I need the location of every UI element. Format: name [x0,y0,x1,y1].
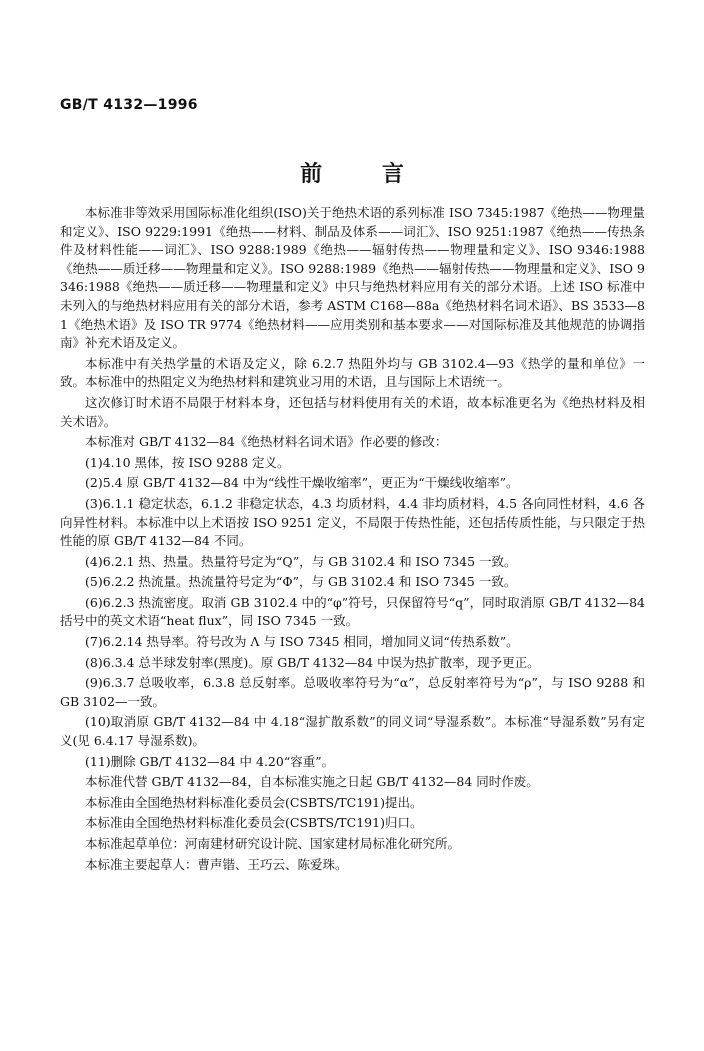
paragraph-modifications-lead: 本标准对 GB/T 4132—84《绝热材料名词术语》作必要的修改： [85,434,448,450]
list-item: (2)5.4 原 GB/T 4132—84 中为“线性干燥收缩率”，更正为“干燥线收缩率”。 [85,475,519,491]
list-item: (3)6.1.1 稳定状态，6.1.2 非稳定状态，4.3 均质材料，4.4 非均质材料，4.5 各向同性材料，4.6 各向异性材料。本标准中以上术语按 ISO 9251 定义，不局限于传热性能，还包括传质性能，与只限定于热性能的原 GB/T 4132—84 不同。 [60,495,645,549]
standard-code: GB/T 4132—1996 [60,97,198,113]
paragraph-drafting-units: 本标准起草单位：河南建材研究设计院、国家建材局标准化研究所。 [85,836,461,851]
list-item: (4)6.2.1 热、热量。热量符号定为“Q”，与 GB 3102.4 和 ISO 7345 一致。 [85,553,517,569]
paragraph-administered-by: 本标准由全国绝热材料标准化委员会(CSBTS/TC191)归口。 [85,815,423,831]
paragraph-revision-scope: 这次修订时术语不局限于材料本身，还包括与材料使用有关的术语，故本标准更名为《绝热材料及相关术语》。 [60,394,645,429]
paragraph-proposed-by: 本标准由全国绝热材料标准化委员会(CSBTS/TC191)提出。 [85,794,423,810]
paragraph-thermal-terms: 本标准中有关热学量的术语及定义，除 6.2.7 热阻外均与 GB 3102.4—93《热学的量和单位》一致。本标准中的热阻定义为绝热材料和建筑业习用的术语，且与国际上术语统一。 [60,355,645,390]
list-item: (11)删除 GB/T 4132—84 中 4.20“容重”。 [85,753,335,769]
paragraph-drafters: 本标准主要起草人：曹声锴、王巧云、陈爱珠。 [85,856,348,872]
paragraph-supersedes: 本标准代替 GB/T 4132—84，自本标准实施之日起 GB/T 4132—84 同时作废。 [85,774,539,790]
list-item: (7)6.2.14 热导率。符号改为 Λ 与 ISO 7345 相同，增加同义词“传热系数”。 [85,634,519,650]
page-title: 前 言 [300,162,430,187]
paragraph-intro: 本标准非等效采用国际标准化组织(ISO)关于绝热术语的系列标准 ISO 7345:1987《绝热——物理量和定义》、ISO 9229:1991《绝热——材料、制品及体系——词汇》、ISO 9251:1987《绝热——传热条件及材料性能——词汇》、ISO 9288:1989《绝热——辐射传热——物理量和定义》、ISO 9346:1988《绝热——质迁移——物理量和定义》。ISO 9288:1989《绝热——辐射传热——物理量和定义》、ISO 9346:1988《绝热——质迁移——物理量和定义》中只与绝热材料应用有关的部分术语。上述 ISO 标准中未列入的与绝热材料应用有关的部分术语，参考 ASTM C168—88a《绝热材料名词术语》、BS 3533—81《绝热术语》及 ISO TR 9774《绝热材料——应用类别和基本要求——对国际标准及其他规范的协调指南》补充术语及定义。 [60,205,645,351]
list-item: (5)6.2.2 热流量。热流量符号定为“Φ”，与 GB 3102.4 和 ISO 7345 一致。 [85,574,517,590]
list-item: (9)6.3.7 总吸收率，6.3.8 总反射率。总吸收率符号为“α”，总反射率符号为“ρ”，与 ISO 9288 和 GB 3102—一致。 [60,675,645,709]
list-item: (10)取消原 GB/T 4132—84 中 4.18“湿扩散系数”的同义词“导湿系数”。本标准“导湿系数”另有定义(见 6.4.17 导湿系数)。 [60,714,645,749]
list-item: (6)6.2.3 热流密度。取消 GB 3102.4 中的“φ”符号，只保留符号“q”，同时取消原 GB/T 4132—84 括号中的英文术语“heat flux”，同 ISO 7345 一致。 [60,594,645,629]
list-item: (8)6.3.4 总半球发射率(黑度)。原 GB/T 4132—84 中误为热扩散率，现予更正。 [85,654,540,670]
foreword-body [60,204,645,876]
list-item: (1)4.10 黑体，按 ISO 9288 定义。 [85,454,290,470]
